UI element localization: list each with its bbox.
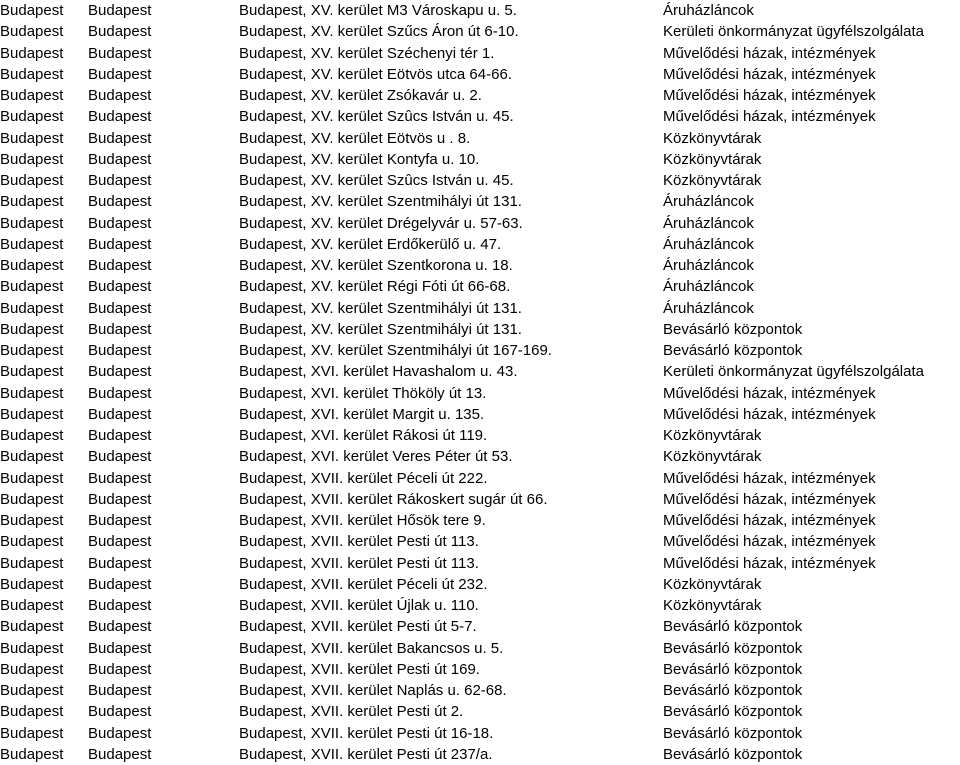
address-cell: Budapest, XVII. kerület Pesti út 237/a.	[239, 745, 493, 763]
county-cell: Budapest	[0, 129, 64, 147]
table-row	[0, 128, 960, 149]
table-row	[0, 361, 960, 382]
table-row	[0, 744, 960, 765]
county-cell: Budapest	[0, 214, 64, 232]
city-cell: Budapest	[88, 469, 152, 487]
city-cell: Budapest	[88, 257, 152, 275]
county-cell: Budapest	[0, 533, 64, 551]
county-cell: Budapest	[0, 299, 64, 317]
address-cell: Budapest, XV. kerület Szûcs István u. 45.	[239, 108, 514, 126]
category-cell: Bevásárló központok	[663, 320, 803, 338]
address-cell: Budapest, XVI. kerület Thököly út 13.	[239, 384, 487, 402]
table-row	[0, 659, 960, 680]
table-row	[0, 64, 960, 85]
table-row	[0, 616, 960, 637]
category-cell: Áruházláncok	[663, 193, 754, 211]
county-cell: Budapest	[0, 575, 64, 593]
city-cell: Budapest	[88, 682, 152, 700]
category-cell: Bevásárló központok	[663, 639, 803, 657]
table-row	[0, 723, 960, 744]
category-cell: Áruházláncok	[663, 278, 754, 296]
table-row	[0, 404, 960, 425]
table-row	[0, 255, 960, 276]
table-row	[0, 383, 960, 404]
county-cell: Budapest	[0, 257, 64, 275]
category-cell: Kerületi önkormányzat ügyfélszolgálata	[663, 363, 924, 381]
category-cell: Áruházláncok	[663, 214, 754, 232]
category-cell: Közkönyvtárak	[663, 448, 762, 466]
table-row	[0, 425, 960, 446]
city-cell: Budapest	[88, 150, 152, 168]
city-cell: Budapest	[88, 214, 152, 232]
category-cell: Közkönyvtárak	[663, 597, 762, 615]
table-row	[0, 234, 960, 255]
city-cell: Budapest	[88, 299, 152, 317]
county-cell: Budapest	[0, 448, 64, 466]
table-row	[0, 638, 960, 659]
table-row	[0, 553, 960, 574]
county-cell: Budapest	[0, 427, 64, 445]
city-cell: Budapest	[88, 639, 152, 657]
city-cell: Budapest	[88, 44, 152, 62]
table-row	[0, 213, 960, 234]
city-cell: Budapest	[88, 660, 152, 678]
county-cell: Budapest	[0, 660, 64, 678]
category-cell: Művelődési házak, intézmények	[663, 44, 876, 62]
city-cell: Budapest	[88, 384, 152, 402]
city-cell: Budapest	[88, 405, 152, 423]
category-cell: Művelődési házak, intézmények	[663, 87, 876, 105]
county-cell: Budapest	[0, 193, 64, 211]
category-cell: Közkönyvtárak	[663, 172, 762, 190]
city-cell: Budapest	[88, 575, 152, 593]
address-cell: Budapest, XV. kerület Szentkorona u. 18.	[239, 257, 513, 275]
table-row	[0, 149, 960, 170]
county-cell: Budapest	[0, 682, 64, 700]
county-cell: Budapest	[0, 597, 64, 615]
county-cell: Budapest	[0, 278, 64, 296]
address-cell: Budapest, XV. kerület Régi Fóti út 66-68.	[239, 278, 511, 296]
category-cell: Művelődési házak, intézmények	[663, 384, 876, 402]
address-cell: Budapest, XVII. kerület Péceli út 232.	[239, 575, 488, 593]
address-cell: Budapest, XV. kerület Eötvös utca 64-66.	[239, 65, 512, 83]
table-row	[0, 446, 960, 467]
city-cell: Budapest	[88, 427, 152, 445]
county-cell: Budapest	[0, 405, 64, 423]
table-row	[0, 170, 960, 191]
address-cell: Budapest, XVII. kerület Hősök tere 9.	[239, 512, 486, 530]
category-cell: Művelődési házak, intézmények	[663, 533, 876, 551]
table-row	[0, 510, 960, 531]
category-cell: Művelődési házak, intézmények	[663, 108, 876, 126]
category-cell: Művelődési házak, intézmények	[663, 469, 876, 487]
category-cell: Művelődési házak, intézmények	[663, 65, 876, 83]
address-cell: Budapest, XV. kerület Drégelyvár u. 57-63.	[239, 214, 523, 232]
city-cell: Budapest	[88, 278, 152, 296]
table-row	[0, 574, 960, 595]
category-cell: Bevásárló központok	[663, 618, 803, 636]
table-row	[0, 43, 960, 64]
city-cell: Budapest	[88, 533, 152, 551]
table-row	[0, 191, 960, 212]
address-cell: Budapest, XVI. kerület Havashalom u. 43.	[239, 363, 518, 381]
city-cell: Budapest	[88, 87, 152, 105]
city-cell: Budapest	[88, 342, 152, 360]
address-cell: Budapest, XVI. kerület Margit u. 135.	[239, 405, 485, 423]
city-cell: Budapest	[88, 23, 152, 41]
city-cell: Budapest	[88, 108, 152, 126]
address-cell: Budapest, XVI. kerület Veres Péter út 53.	[239, 448, 513, 466]
address-cell: Budapest, XV. kerület Szentmihályi út 131.	[239, 320, 522, 338]
category-cell: Közkönyvtárak	[663, 129, 762, 147]
category-cell: Bevásárló központok	[663, 703, 803, 721]
city-cell: Budapest	[88, 512, 152, 530]
county-cell: Budapest	[0, 172, 64, 190]
county-cell: Budapest	[0, 384, 64, 402]
county-cell: Budapest	[0, 724, 64, 742]
address-cell: Budapest, XV. kerület Szentmihályi út 167-169.	[239, 342, 552, 360]
category-cell: Bevásárló központok	[663, 682, 803, 700]
category-cell: Művelődési házak, intézmények	[663, 490, 876, 508]
address-cell: Budapest, XV. kerület Szentmihályi út 131.	[239, 299, 522, 317]
address-cell: Budapest, XVII. kerület Újlak u. 110.	[239, 597, 479, 615]
county-cell: Budapest	[0, 639, 64, 657]
county-cell: Budapest	[0, 2, 64, 20]
county-cell: Budapest	[0, 703, 64, 721]
address-cell: Budapest, XV. kerület Szentmihályi út 131.	[239, 193, 522, 211]
city-cell: Budapest	[88, 724, 152, 742]
address-cell: Budapest, XVI. kerület Rákosi út 119.	[239, 427, 488, 445]
category-cell: Áruházláncok	[663, 299, 754, 317]
city-cell: Budapest	[88, 448, 152, 466]
address-cell: Budapest, XV. kerület Szűcs Áron út 6-10.	[239, 23, 519, 41]
city-cell: Budapest	[88, 172, 152, 190]
table-row	[0, 106, 960, 127]
category-cell: Közkönyvtárak	[663, 575, 762, 593]
address-cell: Budapest, XV. kerület Széchenyi tér 1.	[239, 44, 495, 62]
county-cell: Budapest	[0, 44, 64, 62]
category-cell: Művelődési házak, intézmények	[663, 512, 876, 530]
address-cell: Budapest, XVII. kerület Pesti út 113.	[239, 533, 479, 551]
category-cell: Bevásárló központok	[663, 342, 803, 360]
city-cell: Budapest	[88, 703, 152, 721]
category-cell: Bevásárló központok	[663, 724, 803, 742]
category-cell: Közkönyvtárak	[663, 427, 762, 445]
city-cell: Budapest	[88, 193, 152, 211]
county-cell: Budapest	[0, 342, 64, 360]
category-cell: Áruházláncok	[663, 2, 754, 20]
category-cell: Áruházláncok	[663, 235, 754, 253]
county-cell: Budapest	[0, 235, 64, 253]
county-cell: Budapest	[0, 23, 64, 41]
category-cell: Bevásárló központok	[663, 660, 803, 678]
category-cell: Művelődési házak, intézmények	[663, 405, 876, 423]
city-cell: Budapest	[88, 745, 152, 763]
city-cell: Budapest	[88, 363, 152, 381]
city-cell: Budapest	[88, 2, 152, 20]
table-row	[0, 21, 960, 42]
category-cell: Kerületi önkormányzat ügyfélszolgálata	[663, 23, 924, 41]
table-row	[0, 298, 960, 319]
category-cell: Közkönyvtárak	[663, 150, 762, 168]
address-cell: Budapest, XVII. kerület Pesti út 169.	[239, 660, 480, 678]
table-row	[0, 468, 960, 489]
table-row	[0, 489, 960, 510]
county-cell: Budapest	[0, 745, 64, 763]
address-cell: Budapest, XVII. kerület Pesti út 2.	[239, 703, 464, 721]
address-cell: Budapest, XV. kerület Kontyfa u. 10.	[239, 150, 480, 168]
county-cell: Budapest	[0, 490, 64, 508]
county-cell: Budapest	[0, 363, 64, 381]
address-cell: Budapest, XVII. kerület Péceli út 222.	[239, 469, 488, 487]
table-row	[0, 340, 960, 361]
address-cell: Budapest, XV. kerület Szûcs István u. 45.	[239, 172, 514, 190]
county-cell: Budapest	[0, 618, 64, 636]
county-cell: Budapest	[0, 469, 64, 487]
county-cell: Budapest	[0, 65, 64, 83]
county-cell: Budapest	[0, 320, 64, 338]
county-cell: Budapest	[0, 150, 64, 168]
address-cell: Budapest, XVII. kerület Pesti út 16-18.	[239, 724, 494, 742]
address-cell: Budapest, XVII. kerület Pesti út 113.	[239, 554, 479, 572]
table-row	[0, 595, 960, 616]
category-cell: Bevásárló központok	[663, 745, 803, 763]
city-cell: Budapest	[88, 235, 152, 253]
city-cell: Budapest	[88, 554, 152, 572]
city-cell: Budapest	[88, 597, 152, 615]
table-row	[0, 85, 960, 106]
table-row	[0, 531, 960, 552]
table-row	[0, 680, 960, 701]
city-cell: Budapest	[88, 320, 152, 338]
county-cell: Budapest	[0, 554, 64, 572]
city-cell: Budapest	[88, 618, 152, 636]
address-cell: Budapest, XV. kerület Eötvös u . 8.	[239, 129, 471, 147]
county-cell: Budapest	[0, 108, 64, 126]
category-cell: Áruházláncok	[663, 257, 754, 275]
address-cell: Budapest, XV. kerület M3 Városkapu u. 5.	[239, 2, 517, 20]
table-row	[0, 319, 960, 340]
city-cell: Budapest	[88, 490, 152, 508]
county-cell: Budapest	[0, 87, 64, 105]
address-cell: Budapest, XVII. kerület Rákoskert sugár út 66.	[239, 490, 548, 508]
table-row	[0, 276, 960, 297]
city-cell: Budapest	[88, 65, 152, 83]
table-row	[0, 0, 960, 21]
county-cell: Budapest	[0, 512, 64, 530]
address-cell: Budapest, XVII. kerület Pesti út 5-7.	[239, 618, 477, 636]
category-cell: Művelődési házak, intézmények	[663, 554, 876, 572]
address-cell: Budapest, XVII. kerület Naplás u. 62-68.	[239, 682, 507, 700]
address-cell: Budapest, XV. kerület Erdőkerülő u. 47.	[239, 235, 502, 253]
city-cell: Budapest	[88, 129, 152, 147]
table-row	[0, 701, 960, 722]
address-cell: Budapest, XV. kerület Zsókavár u. 2.	[239, 87, 482, 105]
address-cell: Budapest, XVII. kerület Bakancsos u. 5.	[239, 639, 504, 657]
